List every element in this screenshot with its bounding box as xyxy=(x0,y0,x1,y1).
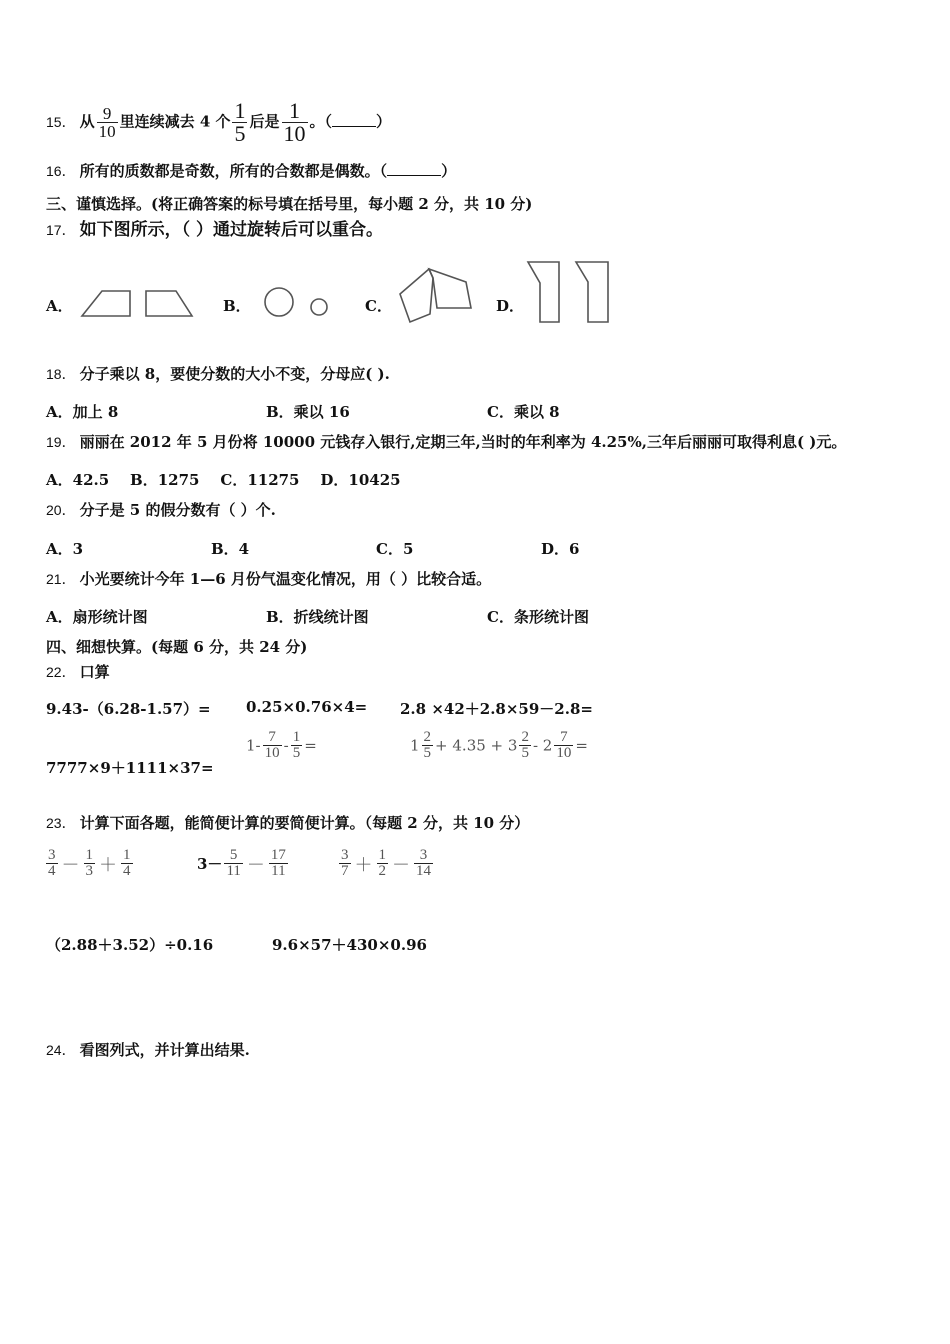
q21-option-c[interactable]: C．条形统计图 xyxy=(487,608,589,626)
pentagon-c2 xyxy=(429,269,471,308)
circle-small xyxy=(311,299,327,315)
fraction: $\frac{3}{4}$ xyxy=(48,847,56,879)
fraction: $\frac{7}{10}$ xyxy=(556,729,572,761)
q22-expr-5: 1- $\frac{7}{10}$ - $\frac{1}{5}$ = xyxy=(246,729,317,761)
fraction: $\frac{3}{7}$ xyxy=(341,847,349,879)
text: 丽丽在 2012 年 5 月份将 10000 元钱存入银行,定期三年,当时的年利率为 4.25%,三年后丽丽可取得利息( )元。 xyxy=(79,433,847,451)
fraction: $\frac{2}{5}$ xyxy=(521,729,529,761)
fraction: $\frac{5}{11}$ xyxy=(226,847,241,879)
shape-d2 xyxy=(576,262,608,322)
q17-option-c-label[interactable]: C． xyxy=(365,297,392,315)
fraction: $\frac{9}{10}$ xyxy=(98,104,116,141)
fraction: $\frac{1}{4}$ xyxy=(123,847,131,879)
question-number: 17． xyxy=(46,222,76,238)
text: 里连续减去 4 个 xyxy=(119,112,231,131)
q20-option-d[interactable]: D．6 xyxy=(541,540,580,558)
text: 看图列式，并计算出结果. xyxy=(79,1041,250,1059)
question-number: 18． xyxy=(46,366,76,382)
text: 分子是 5 的假分数有（ ）个. xyxy=(79,501,276,519)
text: 小光要统计今年 1—6 月份气温变化情况，用（ ）比较合适。 xyxy=(79,570,492,588)
fraction: $\frac{17}{11}$ xyxy=(270,847,286,879)
trapezoid-a2 xyxy=(146,291,192,316)
q20-option-a[interactable]: A．3 xyxy=(46,540,84,558)
question-number: 23． xyxy=(46,815,76,831)
section-4-heading: 四、细想快算。(每题 6 分，共 24 分) xyxy=(46,638,308,656)
question-21 xyxy=(46,572,491,587)
fraction: $\frac{1}{2}$ xyxy=(378,847,386,879)
q18-option-c[interactable]: C．乘以 8 xyxy=(487,403,560,421)
question-number: 24． xyxy=(46,1042,76,1058)
q22-expr-2: 0.25×0.76×4= xyxy=(246,698,368,716)
text: 口算 xyxy=(79,663,110,681)
question-19 xyxy=(46,435,846,450)
q22-expr-4: 7777×9＋1111×37= xyxy=(46,759,214,777)
question-number: 16． xyxy=(46,163,76,179)
fraction: $\frac{7}{10}$ xyxy=(264,729,280,761)
q21-option-a[interactable]: A．扇形统计图 xyxy=(46,608,148,626)
trapezoid-a1 xyxy=(82,291,130,316)
text: 从 xyxy=(79,112,95,131)
text: 所有的质数都是奇数，所有的合数都是偶数。（ xyxy=(79,162,388,180)
q17-figures xyxy=(0,0,950,340)
question-24 xyxy=(46,1043,250,1058)
q17-option-d-label[interactable]: D． xyxy=(496,297,525,315)
text: 。（ xyxy=(309,112,333,131)
fraction: $\frac{1}{10}$ xyxy=(283,98,306,146)
q23-expr-b: 3－ $\frac{5}{11}$ － $\frac{17}{11}$ xyxy=(197,847,286,879)
q23-expr-d: （2.88＋3.52）÷0.16 xyxy=(46,936,214,954)
q17-option-a-label[interactable]: A． xyxy=(46,297,73,315)
text: 分子乘以 8，要使分数的大小不变，分母应( ). xyxy=(79,365,390,383)
question-22 xyxy=(46,665,110,680)
fraction: $\frac{2}{5}$ xyxy=(423,729,432,761)
q22-expr-6: 1 $\frac{2}{5}$ + 4.35 + 3 $\frac{2}{5}$ - 2 $\frac{7}{10}$ = xyxy=(410,729,588,761)
text: 后是 xyxy=(249,112,280,131)
text: ） xyxy=(376,112,392,131)
shape-d1 xyxy=(528,262,559,322)
text: ） xyxy=(441,162,457,180)
q23-expr-c: $\frac{3}{7}$ ＋ $\frac{1}{2}$ － $\frac{3}{14}$ xyxy=(341,847,431,879)
question-18 xyxy=(46,367,390,382)
question-20 xyxy=(46,503,276,518)
text: 如下图所示，（ ）通过旋转后可以重合。 xyxy=(79,220,383,240)
question-number: 21． xyxy=(46,571,76,587)
question-number: 20． xyxy=(46,502,76,518)
question-23 xyxy=(46,816,529,831)
text: 计算下面各题，能简便计算的要简便计算。（每题 2 分，共 10 分） xyxy=(79,814,530,832)
section-3-heading: 三、谨慎选择。(将正确答案的标号填在括号里，每小题 2 分，共 10 分) xyxy=(46,195,533,213)
fraction: $\frac{1}{3}$ xyxy=(85,847,93,879)
question-number: 19． xyxy=(46,434,76,450)
fraction: $\frac{1}{5}$ xyxy=(292,729,301,761)
q18-option-a[interactable]: A．加上 8 xyxy=(46,403,119,421)
q22-expr-1: 9.43-（6.28-1.57）= xyxy=(46,700,211,718)
q17-option-b-label[interactable]: B． xyxy=(223,297,251,315)
fraction: $\frac{1}{5}$ xyxy=(234,98,246,146)
fraction: $\frac{3}{14}$ xyxy=(416,847,431,879)
q23-expr-e: 9.6×57＋430×0.96 xyxy=(272,936,427,954)
q19-options[interactable]: A．42.5 B．1275 C．11275 D．10425 xyxy=(46,471,401,489)
q21-option-b[interactable]: B．折线统计图 xyxy=(266,608,369,626)
question-number: 22． xyxy=(46,664,76,680)
circle-large xyxy=(265,288,293,316)
question-number: 15． xyxy=(46,113,76,130)
q20-option-c[interactable]: C．5 xyxy=(376,540,414,558)
q23-expr-a: $\frac{3}{4}$ － $\frac{1}{3}$ ＋ $\frac{1}{4}$ xyxy=(48,847,131,879)
q22-expr-3: 2.8 ×42＋2.8×59－2.8= xyxy=(400,700,593,718)
pentagon-c1 xyxy=(400,269,433,322)
q20-option-b[interactable]: B．4 xyxy=(211,540,250,558)
q18-option-b[interactable]: B．乘以 16 xyxy=(266,403,350,421)
